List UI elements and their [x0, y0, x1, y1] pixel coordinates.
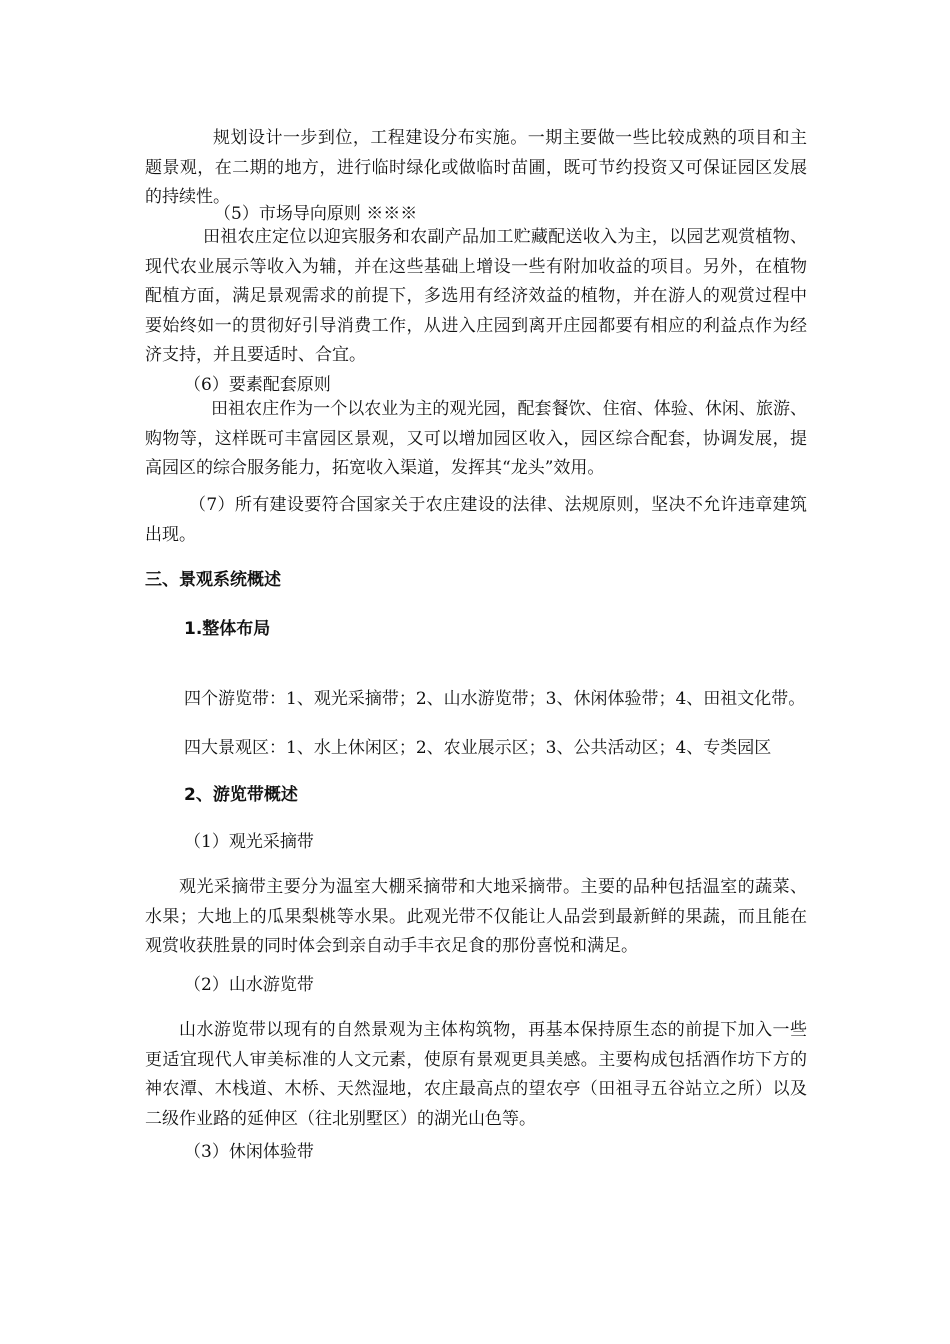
paragraph-market-orientation: 田祖农庄定位以迎宾服务和农副产品加工贮藏配送收入为主，以园艺观赏植物、现代农业展示等收入为辅，并在这些基础上增设一些有附加收益的项目。另外，在植物配植方面，满足景观需求的前提下，多选用有经济效益的植物，并在游人的观赏过程中要始终如一的贯彻好引导消费工作，从进入庄园到离开庄园都要有相应的利益点作为经济支持，并且要适时、合宜。 — [145, 227, 807, 366]
paragraph-picking-belt: 观光采摘带主要分为温室大棚采摘带和大地采摘带。主要的品种包括温室的蔬菜、水果；大地上的瓜果梨桃等水果。此观光带不仅能让人品尝到最新鲜的果蔬，而且能在观赏收获胜景的同时体会到亲自动手丰衣足食的那份喜悦和满足。 — [145, 877, 807, 957]
paragraph-legal-compliance: （7）所有建设要符合国家关于农庄建设的法律、法规原则，坚决不允许违章建筑出现。 — [145, 495, 807, 545]
heading-leisure-belt: （3）休闲体验带 — [184, 1142, 314, 1162]
subsection-title-tour-belts: 2、游览带概述 — [184, 785, 298, 805]
subsection-title-overall-layout: 1.整体布局 — [184, 619, 271, 639]
heading-landscape-belt: （2）山水游览带 — [184, 975, 314, 995]
heading-market-principle: （5）市场导向原则 ※※※ — [214, 204, 418, 224]
paragraph-supporting-elements: 田祖农庄作为一个以农业为主的观光园，配套餐饮、住宿、体验、休闲、旅游、购物等，这样既可丰富园区景观，又可以增加园区收入，园区综合配套，协调发展，提高园区的综合服务能力，拓宽收入渠道，发挥其“龙头”效用。 — [145, 399, 807, 479]
text-tour-belts: 四个游览带：1、观光采摘带；2、山水游览带；3、休闲体验带；4、田祖文化带。 — [184, 689, 806, 709]
paragraph-construction-phases: 规划设计一步到位，工程建设分布实施。一期主要做一些比较成熟的项目和主题景观，在二期的地方，进行临时绿化或做临时苗圃，既可节约投资又可保证园区发展的持续性。 — [145, 128, 807, 208]
paragraph-landscape-belt: 山水游览带以现有的自然景观为主体构筑物，再基本保持原生态的前提下加入一些更适宜现代人审美标准的人文元素，使原有景观更具美感。主要构成包括酒作坊下方的神农潭、木栈道、木桥、天然湿地，农庄最高点的望农亭（田祖寻五谷站立之所）以及二级作业路的延伸区（往北别墅区）的湖光山色等。 — [145, 1020, 807, 1129]
section-title-landscape-system: 三、景观系统概述 — [145, 570, 281, 590]
text-landscape-zones: 四大景观区：1、水上休闲区；2、农业展示区；3、公共活动区；4、专类园区 — [184, 738, 772, 758]
heading-picking-belt: （1）观光采摘带 — [184, 832, 314, 852]
heading-supporting-elements: （6）要素配套原则 — [184, 375, 331, 395]
